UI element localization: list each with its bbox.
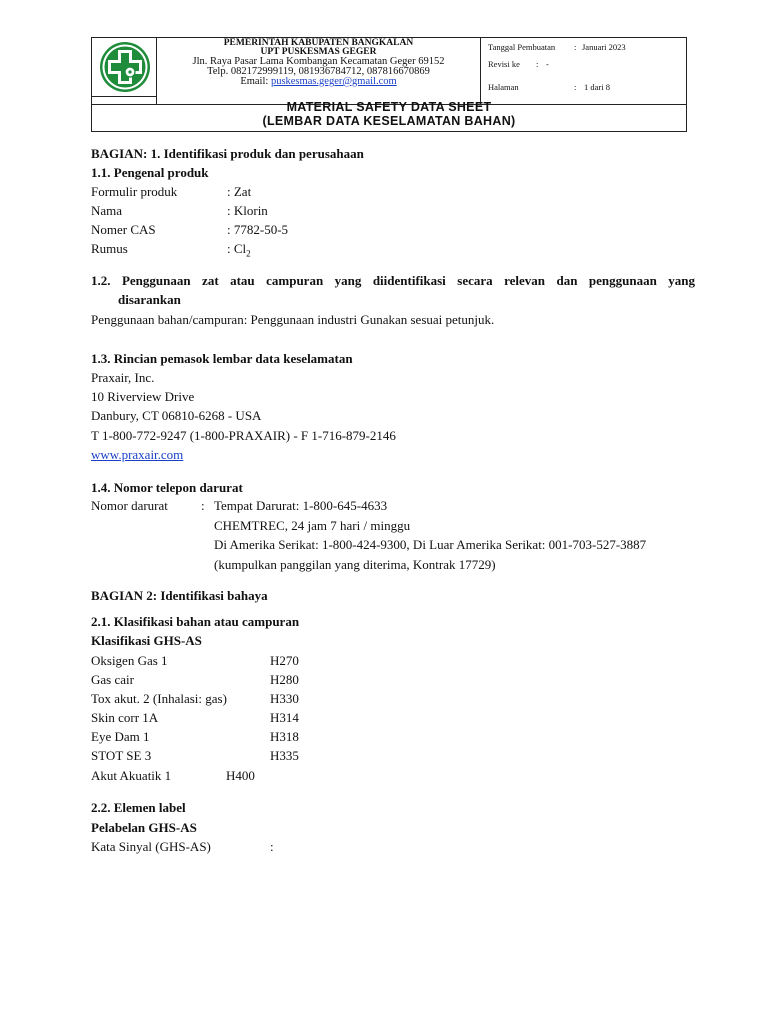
hazard-class-name: Tox akut. 2 (Inhalasi: gas) — [91, 691, 227, 706]
product-row-value: : Klorin — [227, 203, 268, 218]
document-header — [91, 37, 687, 132]
meta-sep: : — [574, 82, 577, 92]
institution-unit: UPT PUSKESMAS GEGER — [260, 47, 377, 57]
divider — [480, 38, 481, 104]
hazard-code: H335 — [270, 748, 299, 763]
subsection-1-3-heading: 1.3. Rincian pemasok lembar data keselamatan — [91, 351, 353, 366]
ghs-label-heading: Pelabelan GHS-AS — [91, 820, 197, 835]
meta-value: - — [546, 59, 549, 69]
emergency-line: (kumpulkan panggilan yang diterima, Kontrak 17729) — [214, 557, 496, 572]
subsection-2-2-heading: 2.2. Elemen label — [91, 800, 186, 815]
hazard-code: H400 — [226, 768, 255, 783]
signal-word-label: Kata Sinyal (GHS-AS) — [91, 839, 211, 854]
hazard-class-name: Gas cair — [91, 672, 134, 687]
product-row-value: : Zat — [227, 184, 252, 199]
email-link[interactable]: puskesmas.geger@gmail.com — [270, 76, 397, 87]
usage-text: Penggunaan bahan/campuran: Penggunaan industri Gunakan sesuai petunjuk. — [91, 312, 495, 327]
document-title: MATERIAL SAFETY DATA SHEET — [286, 100, 492, 114]
meta-label: Revisi ke — [488, 59, 520, 69]
hazard-code: H330 — [270, 691, 299, 706]
hazard-code: H318 — [270, 729, 299, 744]
supplier-line: Praxair, Inc. — [91, 370, 155, 385]
hazard-class-name: Oksigen Gas 1 — [91, 653, 168, 668]
emergency-sep: : — [201, 498, 205, 513]
subsection-1-2-heading: 1.2. Penggunaan zat atau campuran yang diidentifikasi secara relevan dan penggunaan yang — [91, 273, 695, 288]
product-row-label: Nomer CAS — [91, 222, 156, 237]
hazard-class-name: Eye Dam 1 — [91, 729, 150, 744]
hazard-class-name: STOT SE 3 — [91, 748, 152, 763]
product-row-label: Formulir produk — [91, 184, 178, 199]
institution-phone: Telp. 082172999119, 081936784712, 087816670869 — [207, 66, 430, 77]
meta-label: Tanggal Pembuatan — [488, 42, 556, 52]
hazard-code: H270 — [270, 653, 299, 668]
emergency-label: Nomor darurat — [91, 498, 168, 513]
institution-email-line — [157, 77, 480, 87]
section-1-heading: BAGIAN: 1. Identifikasi produk dan perusahaan — [91, 146, 364, 161]
meta-row-page — [488, 82, 610, 92]
hazard-code: H314 — [270, 710, 299, 725]
emergency-line: Di Amerika Serikat: 1-800-424-9300, Di Luar Amerika Serikat: 001-703-527-3887 — [214, 537, 647, 552]
meta-label: Halaman — [488, 82, 519, 92]
meta-row-date — [488, 42, 626, 52]
meta-row-revision — [488, 59, 549, 69]
formula-text: : Cl — [227, 241, 247, 256]
meta-sep: : — [574, 42, 577, 52]
section-2-heading: BAGIAN 2: Identifikasi bahaya — [91, 588, 268, 603]
product-row-label: Nama — [91, 203, 123, 218]
ghs-classification-heading: Klasifikasi GHS-AS — [91, 633, 202, 648]
product-row-label: Rumus — [91, 241, 128, 256]
divider — [92, 96, 156, 97]
meta-value: 1 dari 8 — [584, 82, 610, 92]
hazard-class-name: Akut Akuatik 1 — [91, 768, 172, 783]
signal-word-sep: : — [270, 839, 274, 854]
supplier-line: Danbury, CT 06810-6268 - USA — [91, 408, 262, 423]
supplier-line: 10 Riverview Drive — [91, 389, 195, 404]
meta-value: Januari 2023 — [582, 42, 626, 52]
puskesmas-logo — [96, 39, 154, 95]
institution-name: PEMERINTAH KABUPATEN BANGKALAN — [223, 38, 414, 48]
subsection-1-4-heading: 1.4. Nomor telepon darurat — [91, 480, 243, 495]
formula-subscript: 2 — [246, 248, 251, 259]
product-row-value: : 7782-50-5 — [227, 222, 289, 237]
subsection-1-1-heading: 1.1. Pengenal produk — [91, 165, 209, 180]
supplier-line: T 1-800-772-9247 (1-800-PRAXAIR) - F 1-716-879-2146 — [91, 428, 396, 443]
hazard-code: H280 — [270, 672, 299, 687]
hazard-class-name: Skin corr 1A — [91, 710, 159, 725]
meta-sep: : — [536, 59, 539, 69]
product-row-value — [227, 241, 251, 262]
emergency-line: Tempat Darurat: 1-800-645-4633 — [214, 498, 388, 513]
supplier-website — [91, 447, 183, 462]
website-link[interactable]: www.praxair.com — [91, 447, 184, 462]
email-label: Email: — [240, 76, 271, 87]
subsection-2-1-heading: 2.1. Klasifikasi bahan atau campuran — [91, 614, 300, 629]
emergency-line: CHEMTREC, 24 jam 7 hari / minggu — [214, 518, 411, 533]
institution-address: Jln. Raya Pasar Lama Kombangan Kecamatan Geger 69152 — [192, 56, 445, 67]
document-subtitle: (LEMBAR DATA KESELAMATAN BAHAN) — [262, 114, 516, 128]
subsection-1-2-heading-cont: disarankan — [118, 292, 181, 307]
